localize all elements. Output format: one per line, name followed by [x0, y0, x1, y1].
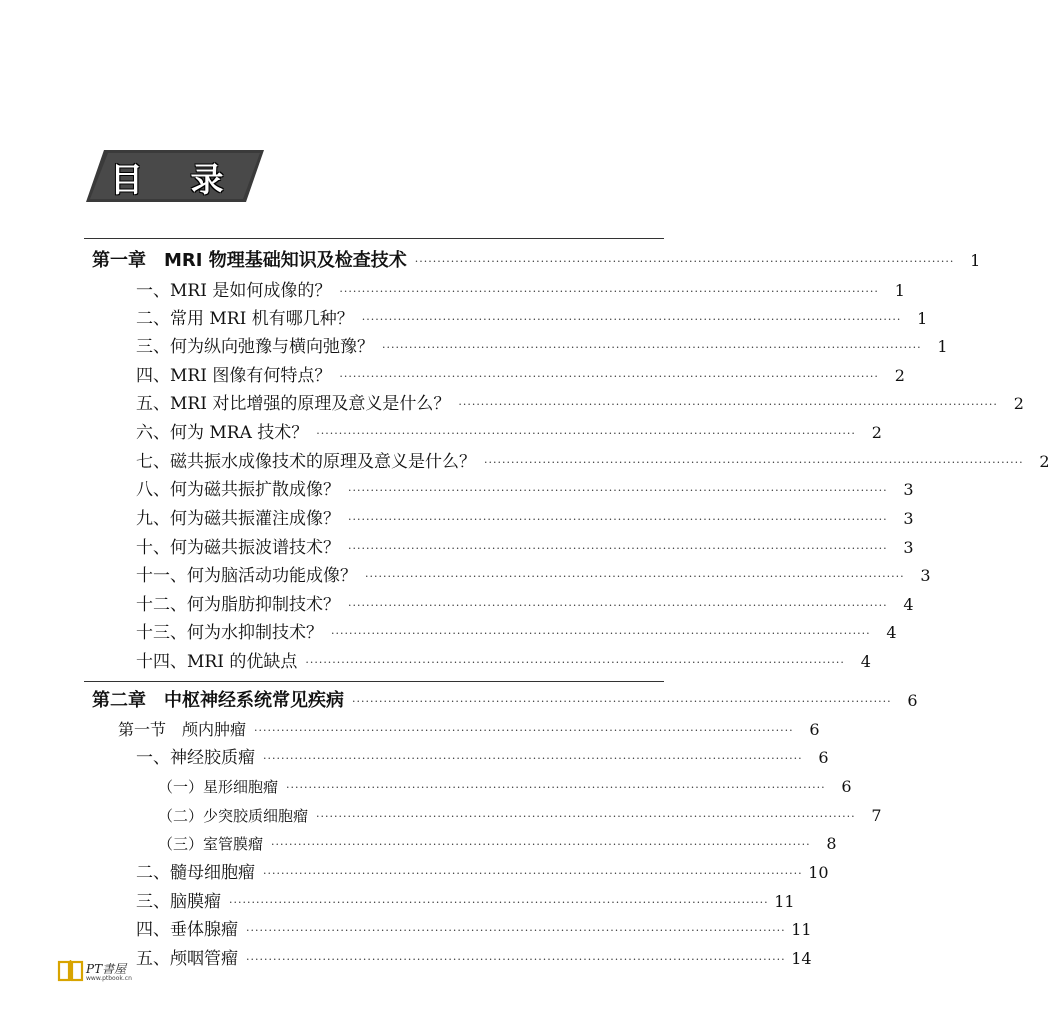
logo-url: www.ptbook.cn: [86, 975, 132, 982]
toc-leader-dots: ························································································································: [246, 924, 786, 937]
toc-leader-dots: ························································································································: [348, 599, 888, 612]
toc-leader-dots: ························································································································: [339, 285, 879, 298]
toc-leader-dots: ························································································································: [263, 752, 803, 765]
toc-entry-page: 2: [871, 423, 882, 442]
toc-entry-page: 11: [774, 892, 795, 911]
toc-entry: [92, 944, 812, 970]
toc-entry-page: 6: [907, 691, 918, 710]
toc-entry-page: 3: [903, 480, 914, 499]
toc-entry-page: 6: [841, 777, 852, 796]
toc-leader-dots: ························································································································: [246, 953, 786, 966]
toc-leader-dots: ························································································································: [254, 724, 794, 737]
toc-entry-label: 第二章 中枢神经系统常见疾病: [92, 690, 344, 711]
toc-entry-page: 1: [917, 309, 928, 328]
toc-leader-dots: ························································································································: [348, 484, 888, 497]
toc-entry-label: （三）室管膜瘤: [158, 835, 264, 853]
toc-entry-label: 二、常用 MRI 机有哪几种？: [136, 309, 354, 329]
toc-entry-page: 6: [818, 748, 829, 767]
toc-entry: [92, 590, 914, 616]
toc-entry-label: 七、磁共振水成像技术的原理及意义是什么？: [136, 452, 476, 472]
toc-entry-page: 8: [826, 834, 837, 853]
toc-entry: [92, 561, 931, 587]
toc-entry: [92, 858, 829, 884]
chapter-divider-rule: [84, 681, 664, 682]
toc-leader-dots: ························································································································: [229, 896, 769, 909]
toc-entry-page: 3: [920, 566, 931, 585]
toc-entry: [92, 915, 812, 941]
toc-entry-page: 1: [970, 251, 981, 270]
toc-entry-page: 14: [791, 949, 812, 968]
page-title: 目 录: [110, 160, 242, 199]
toc-entry: [92, 332, 948, 358]
toc-entry: [92, 504, 914, 530]
toc-entry: [92, 772, 852, 798]
toc-entry: [92, 647, 871, 673]
top-rule: [84, 238, 664, 239]
toc-entry-page: 4: [860, 652, 871, 671]
toc-entry-label: 九、何为磁共振灌注成像？: [136, 509, 340, 529]
toc-leader-dots: ························································································································: [414, 255, 955, 268]
toc-entry-label: （二）少突胶质细胞瘤: [158, 807, 309, 825]
toc-leader-dots: ························································································································: [271, 838, 811, 851]
toc-leader-dots: ························································································································: [331, 627, 871, 640]
toc-leader-dots: ························································································································: [339, 370, 879, 383]
toc-entry-label: 第一节 颅内肿瘤: [118, 720, 247, 739]
toc-entry: [92, 304, 928, 330]
book-logo-icon: [58, 958, 84, 982]
toc-entry: [92, 715, 820, 741]
toc-entry: [92, 887, 795, 913]
toc-entry-page: 4: [903, 595, 914, 614]
toc-leader-dots: ························································································································: [286, 781, 826, 794]
toc-leader-dots: ························································································································: [316, 427, 856, 440]
toc-entry-label: 十二、何为脂肪抑制技术？: [136, 595, 340, 615]
toc-entry-page: 6: [809, 720, 820, 739]
toc-leader-dots: ························································································································: [382, 341, 922, 354]
toc-entry-label: 五、颅咽管瘤: [136, 949, 238, 969]
toc-entry: [92, 246, 981, 272]
toc-entry-label: 八、何为磁共振扩散成像？: [136, 480, 340, 500]
toc-entry-page: 3: [903, 509, 914, 528]
toc-leader-dots: ························································································································: [484, 456, 1024, 469]
toc-entry-page: 3: [903, 538, 914, 557]
toc-entry-page: 1: [937, 337, 948, 356]
toc-entry-label: 十、何为磁共振波谱技术？: [136, 538, 340, 558]
toc-entry: [92, 829, 837, 855]
toc-entry-label: 二、髓母细胞瘤: [136, 863, 255, 883]
logo-text: PT書屋: [86, 962, 127, 976]
toc-leader-dots: ························································································································: [352, 695, 892, 708]
toc-entry: [92, 418, 882, 444]
toc-entry: [92, 447, 1050, 473]
toc-entry-label: 五、MRI 对比增强的原理及意义是什么？: [136, 394, 451, 414]
toc-leader-dots: ························································································································: [316, 810, 856, 823]
page-title-banner: [86, 150, 264, 202]
toc-entry-page: 11: [791, 920, 812, 939]
toc-entry: [92, 686, 918, 712]
toc-leader-dots: ························································································································: [263, 867, 803, 880]
toc-entry-label: 第一章 MRI 物理基础知识及检查技术: [92, 250, 407, 271]
toc-entry-label: 一、MRI 是如何成像的？: [136, 281, 332, 301]
publisher-logo: [58, 958, 158, 984]
toc-entry-label: 四、MRI 图像有何特点？: [136, 366, 332, 386]
toc-entry: [92, 361, 905, 387]
toc-entry: [92, 618, 897, 644]
toc-leader-dots: ························································································································: [458, 398, 998, 411]
toc-entry: [92, 389, 1024, 415]
toc-entry-label: 十三、何为水抑制技术？: [136, 623, 323, 643]
toc-leader-dots: ························································································································: [348, 542, 888, 555]
toc-entry-page: 2: [1039, 452, 1050, 471]
toc-entry-page: 4: [886, 623, 897, 642]
toc-entry-label: 三、何为纵向弛豫与横向弛豫？: [136, 337, 374, 357]
toc-entry: [92, 475, 914, 501]
toc-leader-dots: ························································································································: [361, 313, 902, 326]
toc-entry-page: 2: [894, 366, 905, 385]
toc-entry-label: （一）星形细胞瘤: [158, 778, 279, 796]
toc-entry-page: 1: [894, 281, 905, 300]
toc-entry-label: 十一、何为脑活动功能成像？: [136, 566, 357, 586]
toc-entry: [92, 801, 882, 827]
toc-entry: [92, 533, 914, 559]
toc-entry: [92, 276, 905, 302]
toc-leader-dots: ························································································································: [365, 570, 905, 583]
toc-entry: [92, 743, 829, 769]
toc-entry-label: 三、脑膜瘤: [136, 892, 221, 912]
toc-leader-dots: ························································································································: [305, 656, 845, 669]
toc-entry-label: 一、神经胶质瘤: [136, 748, 255, 768]
toc-leader-dots: ························································································································: [348, 513, 888, 526]
toc-entry-label: 六、何为 MRA 技术？: [136, 423, 309, 443]
toc-entry-label: 十四、MRI 的优缺点: [136, 652, 298, 672]
toc-entry-page: 7: [871, 806, 882, 825]
toc-entry-page: 10: [808, 863, 829, 882]
toc-entry-label: 四、垂体腺瘤: [136, 920, 238, 940]
toc-entry-page: 2: [1013, 394, 1024, 413]
